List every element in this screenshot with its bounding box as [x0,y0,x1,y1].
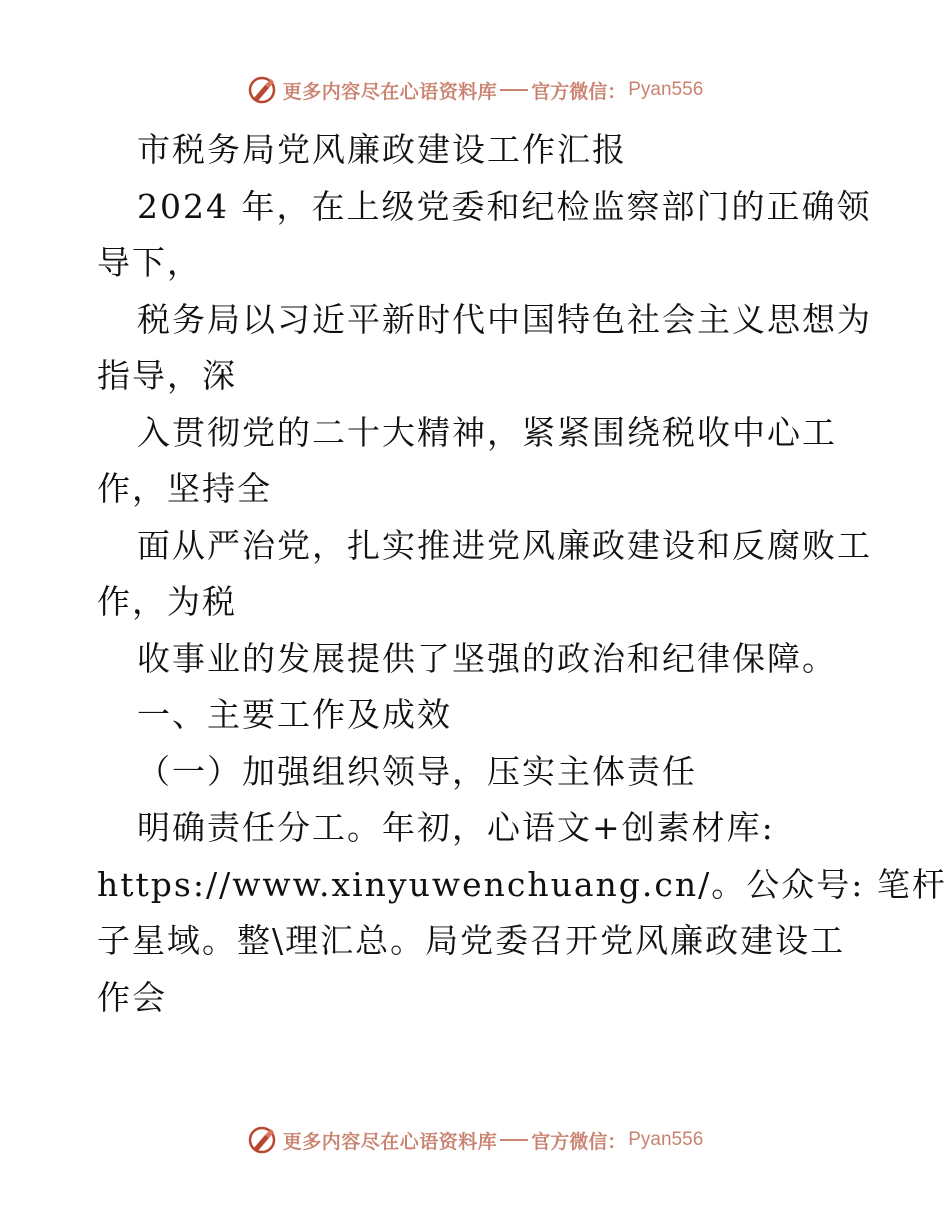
pen-logo-icon [247,1125,277,1155]
document-body [97,122,947,1026]
paragraph-line-url: https://www.xinyuwenchuang.cn/。公众号: 笔杆 [97,864,947,904]
paragraph-line: 收事业的发展提供了坚强的政治和纪律保障。 [137,638,837,678]
paragraph-line: 作，坚持全 [97,469,272,508]
paragraph-line: 作，为税 [97,582,237,621]
paragraph-line: 指导，深 [97,356,237,395]
watermark-text: 更多内容尽在心语资料库 [282,80,498,103]
watermark-banner-bottom [0,1120,950,1160]
pen-logo-icon [247,75,277,105]
watermark-official-label: 官方微信： [531,1130,627,1153]
watermark-id: Pyan556 [628,1129,704,1150]
watermark-id: Pyan556 [628,79,704,100]
paragraph-line: 导下， [97,243,202,282]
paragraph-line: 入贯彻党的二十大精神，紧紧围绕税收中心工 [137,412,837,452]
section-heading: 一、主要工作及成效 [137,695,452,734]
watermark-dash [500,89,528,91]
paragraph-line: 明确责任分工。年初，心语文+创素材库: [137,808,775,847]
paragraph-line: 子星域。整\理汇总。局党委召开党风廉政建设工 [97,921,846,960]
watermark-dash [500,1139,528,1141]
paragraph-line: 作会 [97,977,167,1017]
paragraph-line: 2024 年，在上级党委和纪检监察部门的正确领 [137,186,872,226]
document-title: 市税务局党风廉政建设工作汇报 [137,130,627,169]
watermark-banner-top [0,70,950,110]
watermark-text: 更多内容尽在心语资料库 [282,1130,498,1153]
subsection-heading: （一）加强组织领导，压实主体责任 [137,751,697,791]
paragraph-line: 税务局以习近平新时代中国特色社会主义思想为 [137,299,872,339]
paragraph-line: 面从严治党，扎实推进党风廉政建设和反腐败工 [137,525,872,565]
watermark-official-label: 官方微信： [531,80,627,103]
